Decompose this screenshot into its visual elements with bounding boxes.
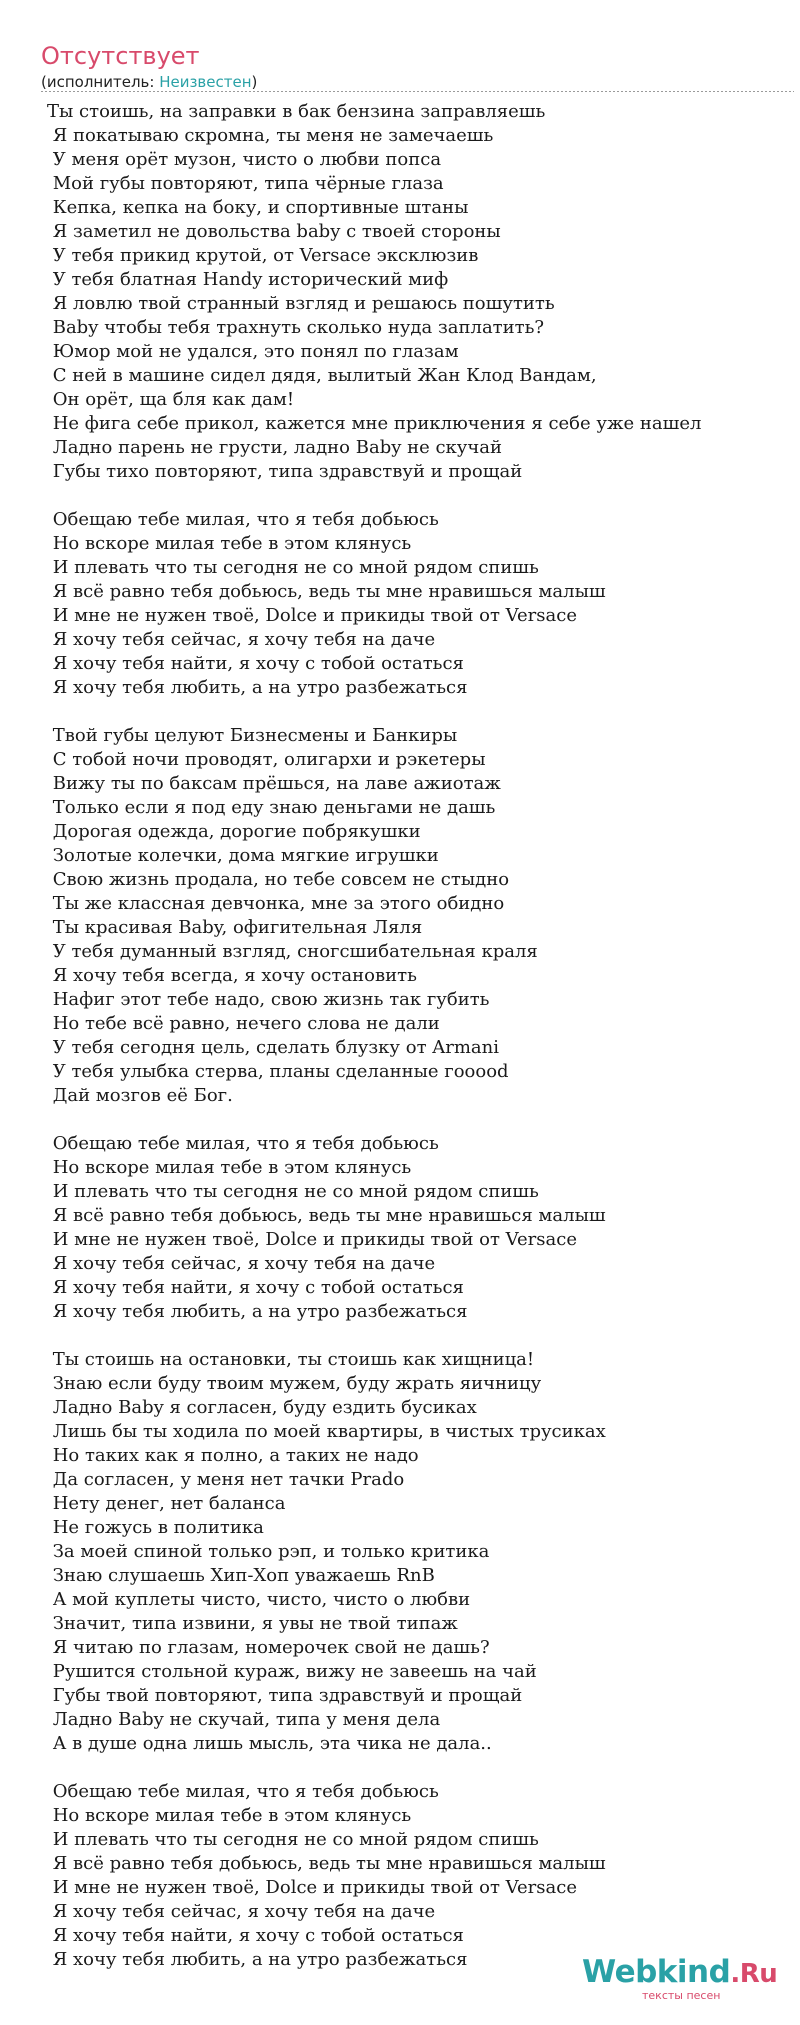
logo-wordmark: Webkind.Ru [582,1954,778,1990]
lyric-line: Но тебе всё равно, нечего слова не дали [47,1013,440,1034]
lyric-line: И мне не нужен твоё, Dolce и прикиды твой от Versace [47,1229,577,1250]
lyric-line: У тебя блатная Handy исторический миф [47,269,449,290]
lyric-line: Ты же классная девчонка, мне за этого обидно [47,893,505,914]
lyric-line: Не гожусь в политика [47,1517,264,1538]
artist-link[interactable]: Неизвестен [159,73,252,91]
lyric-line: Знаю слушаешь Хип-Хоп уважаешь RnB [47,1565,435,1586]
lyric-line: Я хочу тебя любить, а на утро разбежаться [47,1301,468,1322]
lyric-line: Но вскоре милая тебе в этом клянусь [47,1805,412,1826]
artist-prefix: (исполнитель: [41,73,160,91]
lyric-line: Только если я под еду знаю деньгами не дашь [47,797,496,818]
lyric-line: Мой губы повторяют, типа чёрные глаза [47,173,444,194]
lyric-line: И мне не нужен твоё, Dolce и прикиды твой от Versace [47,605,577,626]
lyric-line: Рушится стольной кураж, вижу не завеешь на чай [47,1661,537,1682]
lyric-line: Свою жизнь продала, но тебе совсем не стыдно [47,869,510,890]
lyric-line: Я всё равно тебя добьюсь, ведь ты мне нравишься малыш [47,1853,606,1874]
lyric-line: Нафиг этот тебе надо, свою жизнь так губить [47,989,490,1010]
lyric-line: Я покатываю скромна, ты меня не замечаешь [47,125,494,146]
stanza-break [47,1324,792,1348]
lyric-line: А в душе одна лишь мысль, эта чика не дала.. [47,1733,492,1754]
stanza-break [47,700,792,724]
stanza-break [47,1756,792,1780]
song-title: Отсутствует [41,42,200,70]
lyric-line: Ладно парень не грусти, ладно Baby не скучай [47,437,503,458]
lyric-line: Обещаю тебе милая, что я тебя добьюсь [47,509,439,530]
lyric-line: Губы твой повторяют, типа здравствуй и прощай [47,1685,523,1706]
lyric-line: У тебя улыбка стерва, планы сделанные гооооd [47,1061,509,1082]
lyric-line: Обещаю тебе милая, что я тебя добьюсь [47,1133,439,1154]
lyric-line: Но вскоре милая тебе в этом клянусь [47,533,412,554]
lyric-line: Ладно Baby не скучай, типа у меня дела [47,1709,441,1730]
lyric-line: И плевать что ты сегодня не со мной рядом спишь [47,1181,539,1202]
lyric-line: Обещаю тебе милая, что я тебя добьюсь [47,1781,439,1802]
lyric-line: Но вскоре милая тебе в этом клянусь [47,1157,412,1178]
lyric-line: У тебя прикид крутой, от Versace эксклюзив [47,245,479,266]
artist-line [41,72,257,92]
lyric-line: Юмор мой не удался, это понял по глазам [47,341,459,362]
lyric-line: Нету денег, нет баланса [47,1493,286,1514]
lyric-line: Не фига себе прикол, кажется мне приключения я себе уже нашел [47,413,702,434]
lyric-line: Я всё равно тебя добьюсь, ведь ты мне нравишься малыш [47,581,606,602]
lyric-line: Я хочу тебя любить, а на утро разбежаться [47,1949,468,1970]
lyric-line: Он орёт, ща бля как дам! [47,389,295,410]
lyric-line: Да согласен, у меня нет тачки Prado [47,1469,405,1490]
lyric-line: Я хочу тебя сейчас, я хочу тебя на даче [47,1253,436,1274]
lyric-line: С ней в машине сидел дядя, вылитый Жан Клод Вандам, [47,365,597,386]
logo-tagline: тексты песен [642,1989,721,2002]
lyric-line: Baby чтобы тебя трахнуть сколько нуда заплатить? [47,317,545,338]
lyric-line: Вижу ты по баксам прёшься, на лаве ажиотаж [47,773,501,794]
lyric-line: Значит, типа извини, я увы не твой типаж [47,1613,458,1634]
lyric-line: Ты красивая Baby, офигительная Ляля [47,917,423,938]
lyric-line: Лишь бы ты ходила по моей квартиры, в чистых трусиках [47,1421,606,1442]
lyric-line: Ладно Baby я согласен, буду ездить бусиках [47,1397,477,1418]
lyric-line: Я хочу тебя всегда, я хочу остановить [47,965,417,986]
lyric-line: Но таких как я полно, а таких не надо [47,1445,419,1466]
lyric-line: У тебя думанный взгляд, сногсшибательная краля [47,941,538,962]
lyric-line: У меня орёт музон, чисто о любви попса [47,149,442,170]
lyric-line: Я хочу тебя найти, я хочу с тобой остаться [47,1277,464,1298]
lyric-line: С тобой ночи проводят, олигархи и рэкетеры [47,749,486,770]
lyric-line: Я хочу тебя любить, а на утро разбежаться [47,677,468,698]
lyric-line: Ты стоишь на остановки, ты стоишь как хищница! [47,1349,535,1370]
artist-suffix: ) [251,73,258,91]
lyric-line: Дорогая одежда, дорогие побрякушки [47,821,421,842]
webkind-logo[interactable] [582,1954,782,2004]
lyric-line: Дай мозгов её Бог. [47,1085,233,1106]
lyric-line: Ты стоишь, на заправки в бак бензина заправляешь [47,101,546,122]
lyric-line: Знаю если буду твоим мужем, буду жрать яичницу [47,1373,542,1394]
lyric-line: А мой куплеты чисто, чисто, чисто о любви [47,1589,471,1610]
lyric-line: Я хочу тебя сейчас, я хочу тебя на даче [47,629,436,650]
lyric-line: И мне не нужен твоё, Dolce и прикиды твой от Versace [47,1877,577,1898]
lyric-line: Губы тихо повторяют, типа здравствуй и прощай [47,461,523,482]
stanza-break [47,1108,792,1132]
lyric-line: Золотые колечки, дома мягкие игрушки [47,845,439,866]
stanza-break [47,484,792,508]
lyric-line: Я хочу тебя найти, я хочу с тобой остаться [47,1925,464,1946]
lyric-line: У тебя сегодня цель, сделать блузку от Armani [47,1037,500,1058]
lyric-line: Я заметил не довольства baby с твоей стороны [47,221,501,242]
lyric-line: И плевать что ты сегодня не со мной рядом спишь [47,557,539,578]
lyric-line: И плевать что ты сегодня не со мной рядом спишь [47,1829,539,1850]
lyric-line: Я всё равно тебя добьюсь, ведь ты мне нравишься малыш [47,1205,606,1226]
song-header [41,40,257,92]
lyric-line: Я читаю по глазам, номерочек свой не дашь? [47,1637,490,1658]
lyric-line: Твой губы целуют Бизнесмены и Банкиры [47,725,458,746]
lyric-line: За моей спиной только рэп, и только критика [47,1541,490,1562]
lyric-line: Я хочу тебя найти, я хочу с тобой остаться [47,653,464,674]
lyric-line: Кепка, кепка на боку, и спортивные штаны [47,197,469,218]
lyrics-text [47,100,792,1972]
header-divider [41,91,794,92]
lyric-line: Я ловлю твой странный взгляд и решаюсь пошутить [47,293,555,314]
lyric-line: Я хочу тебя сейчас, я хочу тебя на даче [47,1901,436,1922]
